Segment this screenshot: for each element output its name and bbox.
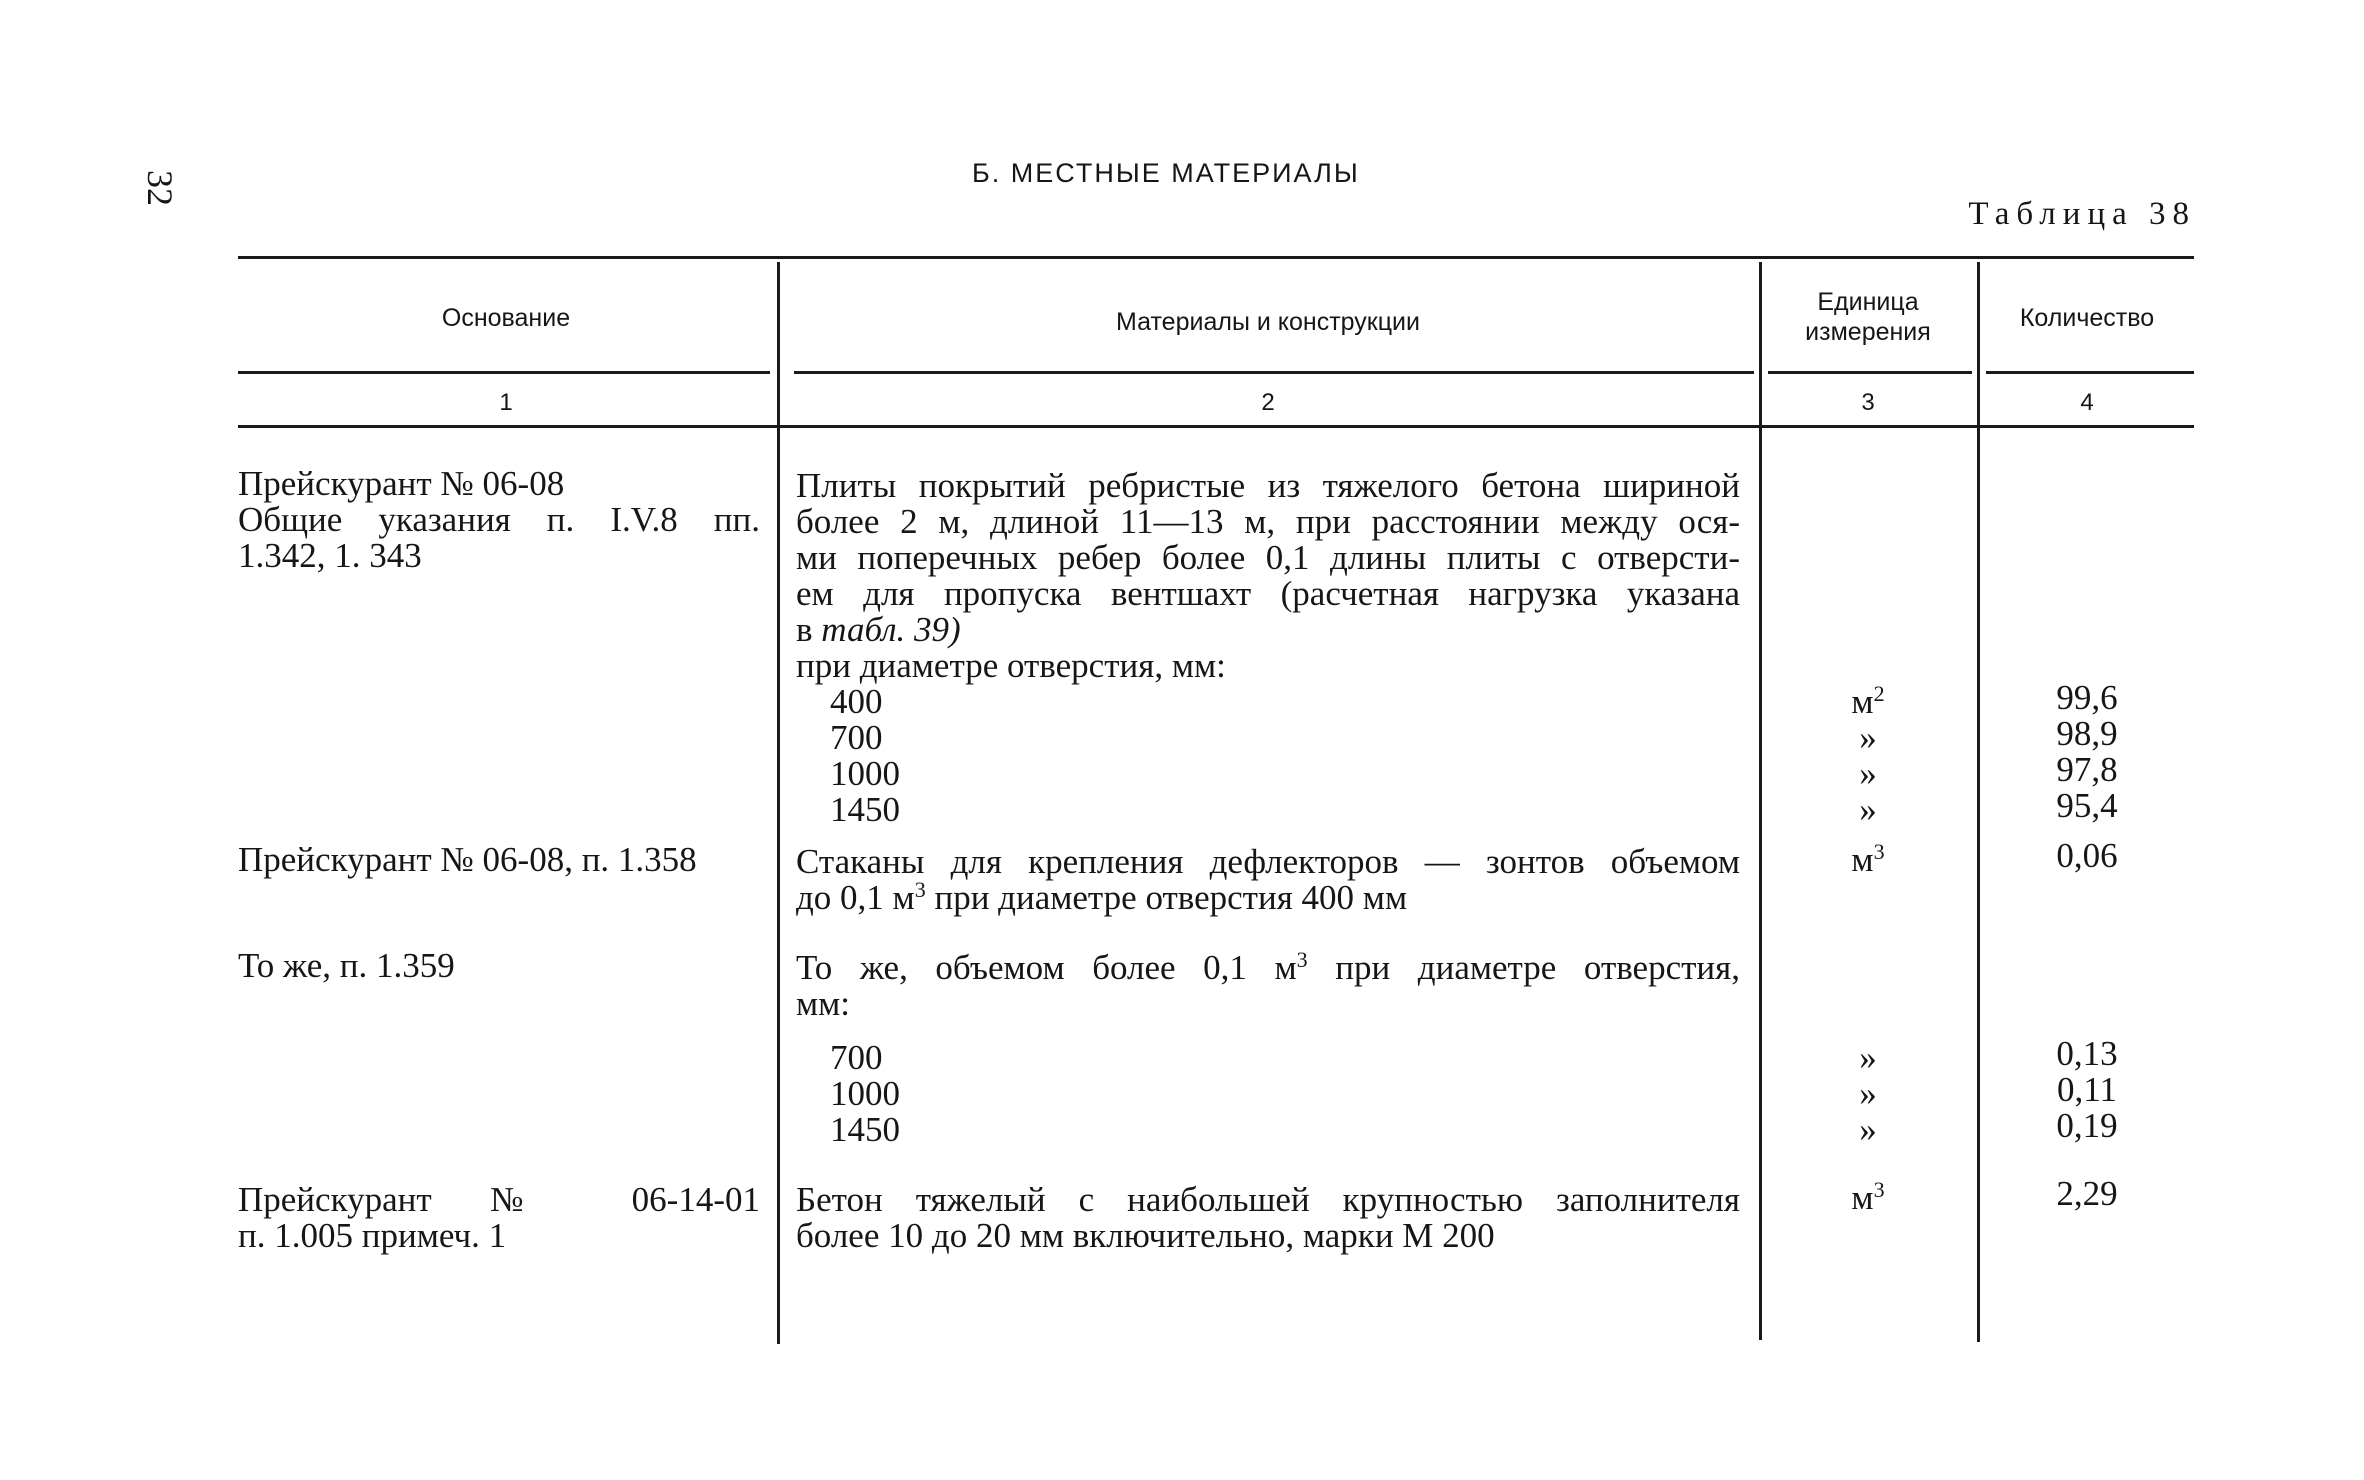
header-rule-col1 <box>238 371 770 374</box>
column-number-4: 4 <box>2080 389 2094 416</box>
column-number-1: 1 <box>499 389 513 416</box>
row1-qty: 97,8 <box>2056 750 2118 789</box>
header-unit <box>1762 287 1974 347</box>
row2-material-line2: до 0,1 $м^3$ при диаметре отверстия 400 мм <box>796 877 1408 917</box>
row1-material-line1: Плиты покрытий ребристые из тяжелого бетона шириной <box>796 466 1740 505</box>
row3-quantities <box>1980 1036 2194 1144</box>
row2-qty: 0,06 <box>2056 836 2118 875</box>
row1-basis-line1: Прейскурант № 06-08 <box>238 464 565 503</box>
header-unit-line1: Единица <box>1817 288 1919 316</box>
row1-basis-line3: 1.342, 1. 343 <box>238 536 422 575</box>
row3-units <box>1762 1040 1974 1148</box>
header-materials: Материалы и конструкции <box>1116 308 1420 336</box>
row1-item-label: 1000 <box>830 754 900 793</box>
section-title: Б. МЕСТНЫЕ МАТЕРИАЛЫ <box>972 158 1360 188</box>
row1-item-label: 700 <box>830 718 883 757</box>
row1-basis <box>238 466 760 574</box>
row4-qty: 2,29 <box>2056 1174 2118 1213</box>
row4-basis-line2: п. 1.005 примеч. 1 <box>238 1216 507 1255</box>
row1-quantities <box>1980 680 2194 824</box>
table-title: Таблица 38 <box>1968 196 2196 232</box>
column-number-3: 3 <box>1861 389 1875 416</box>
row3-item-label: 1450 <box>830 1110 900 1149</box>
row1-material-line4: ем для пропуска вентшахт (расчетная нагрузка указана <box>796 574 1740 613</box>
row3-material-line2: мм: <box>796 984 851 1023</box>
row1-qty: 98,9 <box>2056 714 2118 753</box>
row1-basis-line2: Общие указания п. I.V.8 пп. <box>238 500 760 539</box>
table-top-rule <box>238 256 2194 259</box>
row3-qty: 0,19 <box>2056 1106 2118 1145</box>
row2-basis <box>238 842 760 878</box>
row2-unit: $м^3$ <box>1851 839 1885 879</box>
row4-basis <box>238 1182 760 1254</box>
row1-unit: » <box>1859 754 1877 793</box>
row1-item-label: 400 <box>830 682 883 721</box>
row2-material <box>796 844 1740 916</box>
column-number-2: 2 <box>1261 389 1275 416</box>
row4-material-line1: Бетон тяжелый с наибольшей крупностью заполнителя <box>796 1180 1740 1219</box>
row2-material-line1: Стаканы для крепления дефлекторов — зонтов объемом <box>796 842 1740 881</box>
row3-unit: » <box>1859 1074 1877 1113</box>
row4-material <box>796 1182 1740 1254</box>
row3-unit: » <box>1859 1110 1877 1149</box>
row1-material-line3: ми поперечных ребер более 0,1 длины плиты с отверсти- <box>796 538 1740 577</box>
row1-unit: » <box>1859 790 1877 829</box>
row4-unit: $м^3$ <box>1851 1177 1885 1217</box>
column-number-rule <box>238 425 2194 428</box>
row1-item-label: 1450 <box>830 790 900 829</box>
header-rule-col3 <box>1768 371 1972 374</box>
page-number: 32 <box>140 170 180 206</box>
row1-qty: 95,4 <box>2056 786 2118 825</box>
row3-basis <box>238 948 760 984</box>
row3-qty: 0,13 <box>2056 1034 2118 1073</box>
row3-qty: 0,11 <box>2057 1070 2117 1109</box>
row3-material <box>796 947 1741 1023</box>
row3-unit: » <box>1859 1038 1877 1077</box>
row3-item-label: 700 <box>830 1038 883 1077</box>
row1-units <box>1762 681 1974 829</box>
row1-sub-caption: при диаметре отверстия, мм: <box>796 646 1226 685</box>
row4-basis-line1: Прейскурант № 06-14-01 <box>238 1180 760 1219</box>
row1-item-labels <box>830 684 1030 828</box>
row1-material-line2: более 2 м, длиной 11—13 м, при расстоянии между ося- <box>796 502 1740 541</box>
header-quantity: Количество <box>2019 304 2155 332</box>
row3-item-labels <box>830 1040 1030 1148</box>
header-unit-line2: измерения <box>1805 318 1931 346</box>
column-divider-1 <box>777 262 780 1344</box>
header-rule-col2 <box>794 371 1754 374</box>
row3-basis-line1: То же, п. 1.359 <box>238 946 455 985</box>
header-basis: Основание <box>441 304 571 332</box>
table-reference: табл. 39) <box>821 610 961 649</box>
row1-unit: » <box>1859 718 1877 757</box>
row1-qty: 99,6 <box>2056 678 2118 717</box>
row1-unit: $м^2$ <box>1851 681 1885 721</box>
row1-material <box>796 468 1740 684</box>
row3-material-line1: То же, объемом более 0,1 $м^3$ при диаметре отверстия, <box>796 947 1741 987</box>
row4-material-line2: более 10 до 20 мм включительно, марки М 200 <box>796 1216 1495 1255</box>
row1-material-line5: в табл. 39) <box>796 610 961 649</box>
row2-basis-line1: Прейскурант № 06-08, п. 1.358 <box>238 840 697 879</box>
header-rule-col4 <box>1986 371 2194 374</box>
row3-item-label: 1000 <box>830 1074 900 1113</box>
